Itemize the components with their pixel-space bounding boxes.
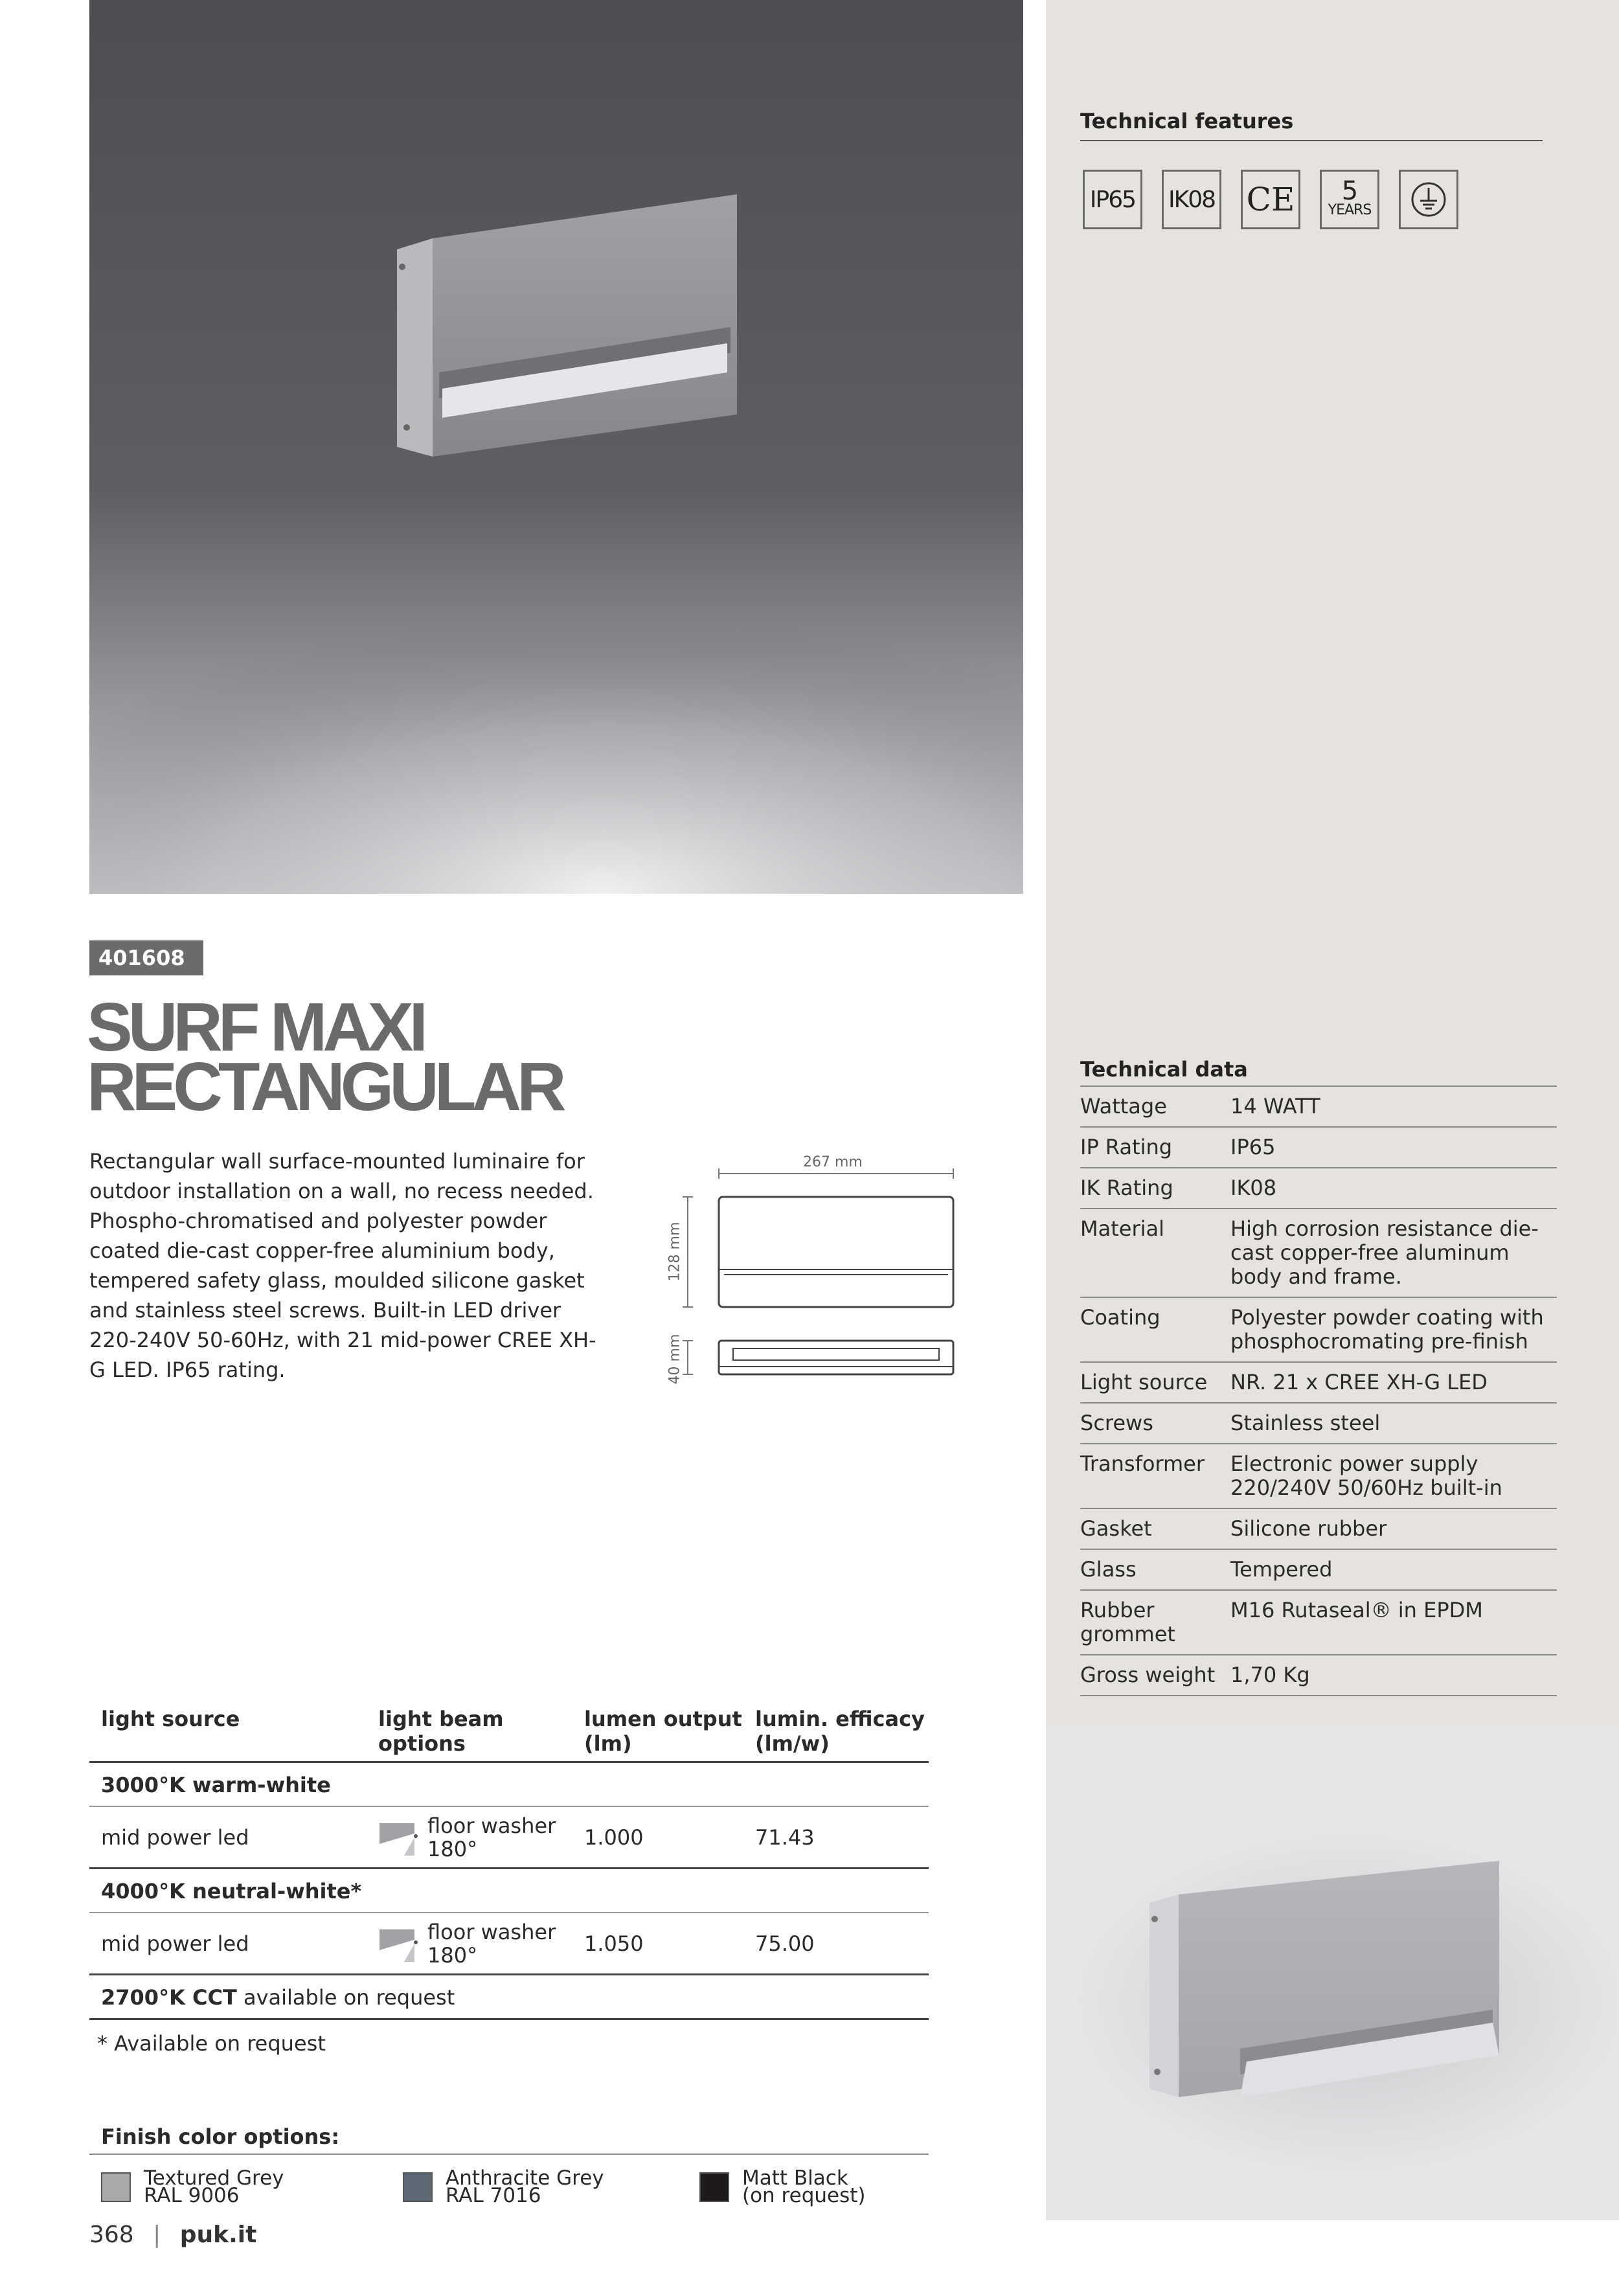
table-row: IP Rating IP65 [1080,1126,1557,1167]
table-row: Light source NR. 21 x CREE XH-G LED [1080,1361,1557,1402]
finish-option-matt-black: Matt Black (on request) [699,2170,866,2205]
technical-data-title: Technical data [1080,1057,1248,1082]
floor-washer-icon [378,1819,418,1856]
product-code-tag: 401608 [89,940,203,975]
technical-data-table [1080,1085,1557,1696]
page-number: 368 [89,2222,134,2248]
features-title: Technical features [1080,109,1294,133]
color-swatch [403,2172,433,2202]
features-rule [1080,140,1543,141]
table-header: light source light beam options lumen output (lm) lumin. efficacy (lm/w) [89,1700,929,1763]
finish-option-textured-grey: Textured Grey RAL 9006 [101,2170,284,2205]
table-row: Glass Tempered [1080,1549,1557,1589]
table-row: mid power led floor washer 180° 1.000 71.43 [89,1807,929,1869]
product-description: Rectangular wall surface-mounted luminaire for outdoor installation on a wall, no recess needed. Phospho-chromatised and polyester powder coated die-cast copper-free aluminium body, tempered safety glass, moulded silicone gasket and stainless steel screws. Built-in LED driver 220-240V 50-60Hz, with 21 mid-power CREE XH-G LED. IP65 rating. [89,1149,596,1382]
warranty-badge: 5 YEARS [1320,170,1379,229]
technical-drawing [654,1146,978,1392]
table-row: Gasket Silicone rubber [1080,1508,1557,1549]
product-title-line1: SURF MAXI [87,989,424,1065]
ground-icon [1399,170,1458,229]
table-group-header: 3000°K warm-white [89,1763,929,1807]
width-dimension: 267 mm [803,1154,863,1170]
table-row: Screws Stainless steel [1080,1402,1557,1443]
height-dimension: 128 mm [666,1222,683,1282]
table-row: IK Rating IK08 [1080,1167,1557,1208]
page-footer: 368 | puk.it [89,2222,257,2248]
table-row: Gross weight 1,70 Kg [1080,1654,1557,1696]
table-row: Coating Polyester powder coating with phosphocromating pre-finish [1080,1297,1557,1361]
website-link[interactable]: puk.it [179,2222,257,2248]
footnote: * Available on request [97,2031,326,2056]
floor-washer-icon [378,1926,418,1962]
table-row: Rubber grommet M16 Rutaseal® in EPDM [1080,1589,1557,1654]
finish-title: Finish color options: [101,2124,340,2149]
light-source-table [89,1700,929,2055]
color-swatch [101,2172,131,2202]
cct-note: 2700°K CCT available on request [89,1975,929,2020]
product-title [87,989,562,1125]
color-swatch [699,2172,729,2202]
product-photo-angle [1046,1725,1619,2220]
product-title-line2: RECTANGULAR [87,1049,562,1125]
finish-rule [89,2154,929,2155]
ce-mark-badge: CE [1241,170,1300,229]
table-row: Material High corrosion resistance die-cast copper-free aluminum body and frame. [1080,1208,1557,1297]
depth-dimension: 40 mm [666,1334,683,1385]
ip65-badge: IP65 [1083,170,1142,229]
table-row: Wattage 14 WATT [1080,1085,1557,1126]
finish-option-anthracite-grey: Anthracite Grey RAL 7016 [403,2170,604,2205]
hero-product-photo [89,0,1023,894]
table-row: mid power led floor washer 180° 1.050 75.00 [89,1913,929,1975]
table-group-header: 4000°K neutral-white* [89,1869,929,1913]
ik08-badge: IK08 [1162,170,1221,229]
table-row: Transformer Electronic power supply 220/240V 50/60Hz built-in [1080,1443,1557,1508]
